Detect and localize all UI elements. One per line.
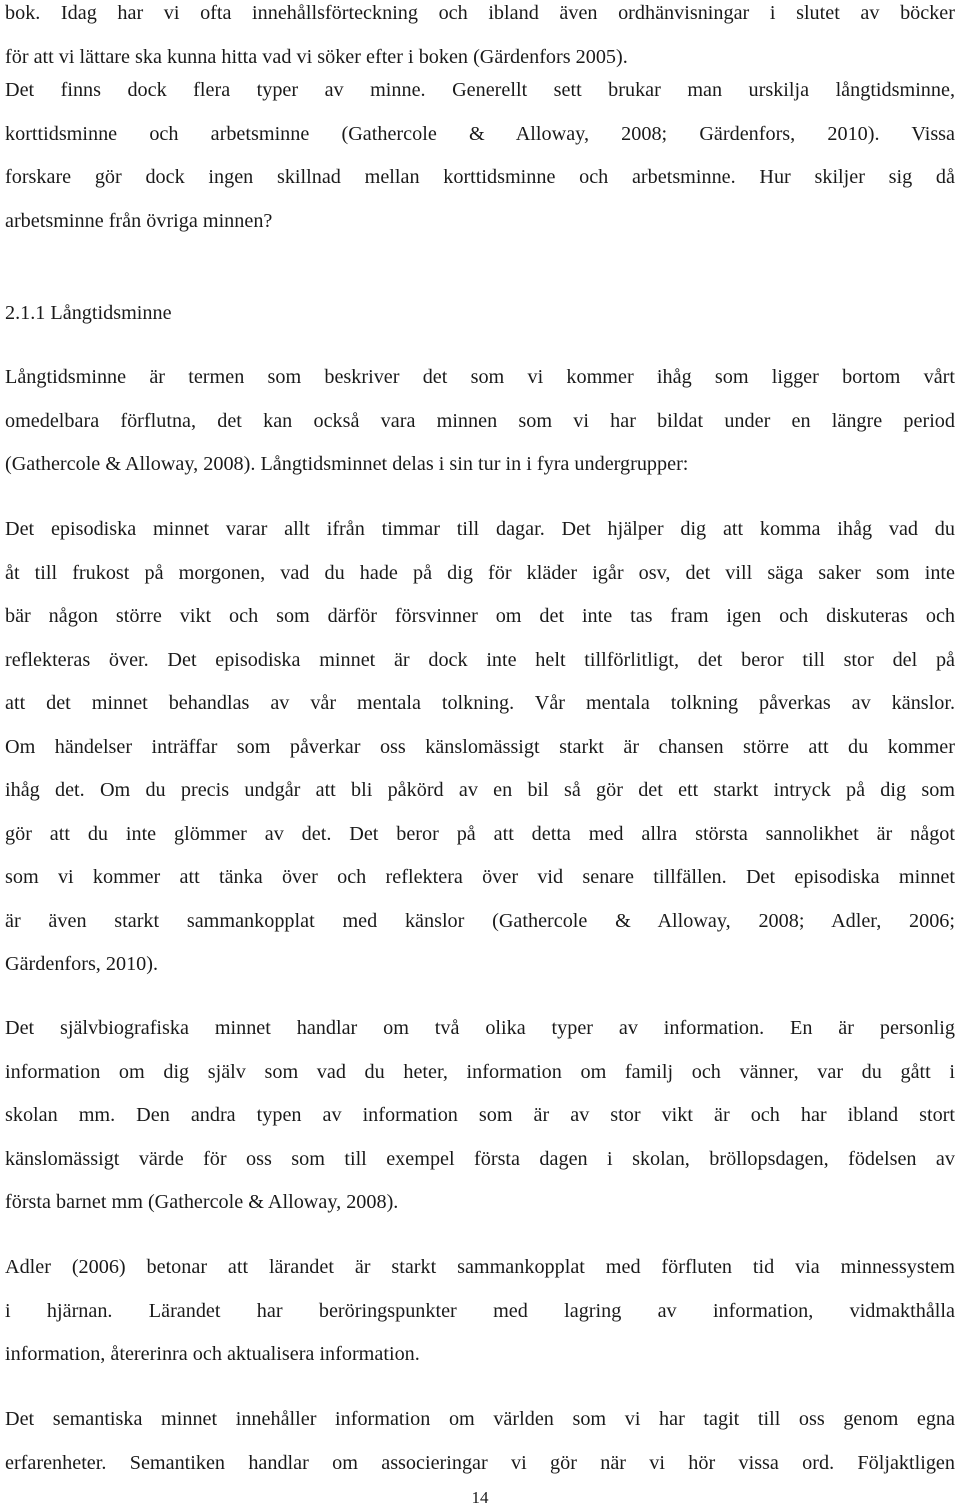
- paragraph-intro-end: [5, 0, 955, 87]
- paragraph-long-term-memory: [5, 364, 955, 495]
- text-line: är även starkt sammankopplat med känslor (Gathercole & Alloway, 2008; Adler, 2006;: [5, 909, 955, 932]
- paragraph-episodic-memory: [5, 516, 955, 995]
- text-line: information om dig själv som vad du heter, information om familj och vänner, var du gått i: [5, 1060, 955, 1083]
- text-line: Det episodiska minnet varar allt ifrån timmar till dagar. Det hjälper dig att komma ihåg vad du: [5, 518, 955, 540]
- text-line: skolan mm. Den andra typen av information som är av stor vikt är och har ibland stort: [5, 1104, 955, 1126]
- text-line: (Gathercole & Alloway, 2008). Långtidsminnet delas i sin tur in i fyra undergrupper:: [5, 453, 689, 475]
- paragraph-autobiographical-memory: [5, 1015, 955, 1233]
- paragraph-semantic-memory: [5, 1406, 955, 1493]
- text-line: första barnet mm (Gathercole & Alloway, 2008).: [5, 1191, 399, 1213]
- text-line: Gärdenfors, 2010).: [5, 953, 159, 975]
- text-line: som vi kommer att tänka över och reflektera över vid senare tillfällen. Det episodiska minnet: [5, 866, 955, 888]
- text-line: gör att du inte glömmer av det. Det beror på att detta med allra största sannolikhet är något: [5, 822, 955, 845]
- text-line: för att vi lättare ska kunna hitta vad vi söker efter i boken (Gärdenfors 2005).: [5, 45, 628, 68]
- text-line: erfarenheter. Semantiken handlar om associeringar vi gör när vi hör vissa ord. Följaktligen: [5, 1451, 955, 1474]
- text-line: omedelbara förflutna, det kan också vara minnen som vi har bildat under en längre period: [5, 409, 955, 432]
- page-number: 14: [471, 1488, 489, 1507]
- text-line: Det semantiska minnet innehåller information om världen som vi har tagit till oss genom egna: [5, 1408, 955, 1430]
- text-line: reflekteras över. Det episodiska minnet är dock inte helt tillförlitligt, det beror till stor del på: [5, 648, 955, 671]
- text-line: Adler (2006) betonar att lärandet är starkt sammankopplat med förfluten tid via minnessystem: [5, 1256, 955, 1278]
- paragraph-learning: [5, 1254, 955, 1385]
- text-line: i hjärnan. Lärandet har beröringspunkter med lagring av information, vidmakthålla: [5, 1299, 955, 1322]
- text-line: att det minnet behandlas av vår mentala tolkning. Vår mentala tolkning påverkas av känslor.: [5, 692, 955, 714]
- text-line: ihåg det. Om du precis undgår att bli påkörd av en bil så gör det ett starkt intryck på dig som: [5, 779, 955, 801]
- text-line: Om händelser inträffar som påverkar oss känslomässigt starkt är chansen större att du kommer: [5, 735, 955, 758]
- text-line: åt till frukost på morgonen, vad du hade på dig för kläder igår osv, det vill säga saker som inte: [5, 561, 955, 584]
- paragraph-memory-types: [5, 77, 955, 251]
- text-line: korttidsminne och arbetsminne (Gathercole & Alloway, 2008; Gärdenfors, 2010). Vissa: [5, 122, 955, 145]
- text-line: arbetsminne från övriga minnen?: [5, 209, 273, 232]
- section-heading: 2.1.1 Långtidsminne: [5, 302, 172, 324]
- text-line: känslomässigt värde för oss som till exempel första dagen i skolan, bröllopsdagen, födelsen av: [5, 1147, 955, 1170]
- text-line: Det självbiografiska minnet handlar om två olika typer av information. En är personlig: [5, 1017, 955, 1039]
- text-line: Långtidsminne är termen som beskriver det som vi kommer ihåg som ligger bortom vårt: [5, 366, 955, 388]
- text-line: forskare gör dock ingen skillnad mellan korttidsminne och arbetsminne. Hur skiljer sig då: [5, 166, 955, 188]
- text-line: Det finns dock flera typer av minne. Generellt sett brukar man urskilja långtidsminne,: [5, 79, 955, 101]
- text-line: information, återerinra och aktualisera information.: [5, 1343, 420, 1365]
- text-line: bok. Idag har vi ofta innehållsförteckning och ibland även ordhänvisningar i slutet av böcker: [5, 2, 955, 24]
- text-line: bär någon större vikt och som därför försvinner om det inte tas fram igen och diskuteras och: [5, 605, 955, 627]
